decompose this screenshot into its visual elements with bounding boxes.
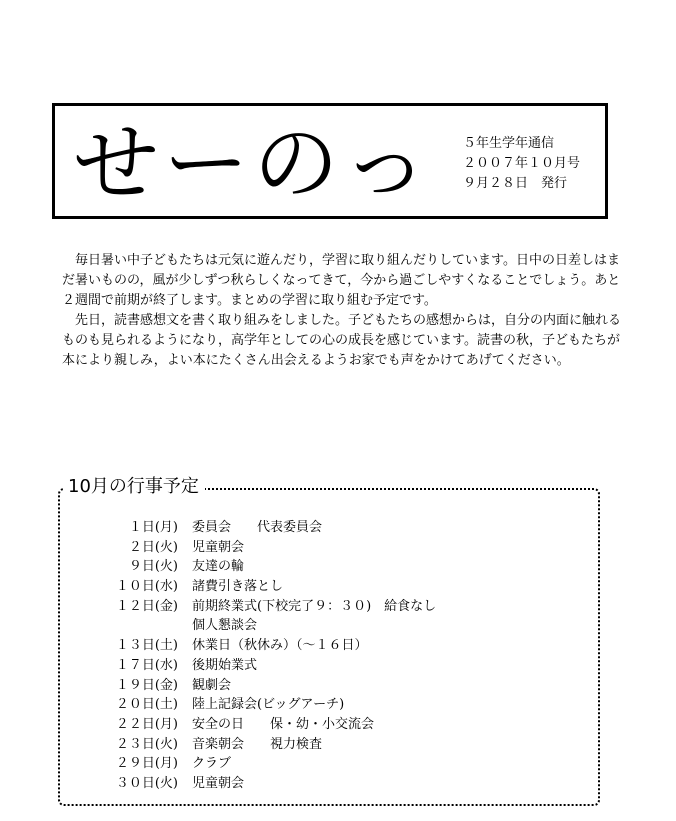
event-text: 児童朝会 [192,775,245,791]
event-date: １７日(水) [115,657,178,673]
event-date: ３０日(火) [115,775,178,791]
event-row [92,518,436,538]
event-text: 前期終業式(下校完了９：３０) 給食なし [192,598,437,614]
event-date: １２日(金) [115,598,178,614]
event-row [92,656,436,676]
issue-info [463,134,580,194]
issue-number: ２００７年１０月号 [463,156,581,171]
event-text: 休業日（秋休み）（～１６日） [192,638,368,654]
event-row [92,538,436,558]
event-text: 音楽朝会 視力検査 [192,736,323,752]
event-text: 委員会 代表委員会 [192,520,323,535]
event-date: ９日(火) [128,559,178,575]
event-row [92,735,436,755]
event-date: ２２日(月) [115,716,178,732]
event-text: 児童朝会 [192,539,245,555]
masthead-box [52,103,608,219]
event-row [92,577,436,597]
event-row [92,754,436,774]
publish-date: ９月２８日 発行 [463,176,568,191]
intro-paragraph: 先日，読書感想文を書く取り組みをしました。子どもたちの感想からは，自分の内面に触れるものも見られるようになり，高学年としての心の成長を感じています。読書の秋，子どもたちが本により親しみ，よい本にたくさん出会えるようお家でも声をかけてあげてください。 [62,313,622,368]
newsletter-title: せーのっ [73,114,433,214]
event-text: 安全の日 保・幼・小交流会 [192,716,375,732]
event-text: クラブ [192,756,232,772]
event-text: 陸上記録会(ビッグアーチ) [192,697,345,713]
event-date: ２９日(月) [115,756,178,772]
event-date: １０日(水) [115,579,178,595]
event-text: 後期始業式 [192,657,258,673]
event-text: 個人懇談会 [192,618,258,634]
event-text: 友達の輪 [192,559,245,575]
events-list [92,518,436,794]
event-date: ２３日(火) [115,736,178,752]
event-date: １日(月) [128,520,178,535]
event-row [92,676,436,696]
event-row [92,597,436,617]
event-row [92,616,436,636]
event-date: １３日(土) [115,638,178,654]
event-date: ２０日(土) [115,697,178,713]
intro-paragraph: 毎日暑い中子どもたちは元気に遊んだり，学習に取り組んだりしています。日中の日差しはまだ暑いものの，風が少しずつ秋らしくなってきて，今から過ごしやすくなることでしょう。あと２週間で前期が終了します。まとめの学習に取り組む予定です。 [62,253,621,308]
event-date: ２日(火) [128,539,178,555]
event-date: １９日(金) [115,677,178,693]
event-row [92,695,436,715]
event-row [92,774,436,794]
event-text: 諸費引き落とし [192,579,284,595]
event-row [92,557,436,577]
grade-label: ５年生学年通信 [463,136,555,151]
intro-text [62,251,624,371]
event-date [92,616,178,636]
events-heading: 10月の行事予定 [64,474,205,500]
event-text: 観劇会 [192,677,232,693]
event-row [92,636,436,656]
event-row [92,715,436,735]
